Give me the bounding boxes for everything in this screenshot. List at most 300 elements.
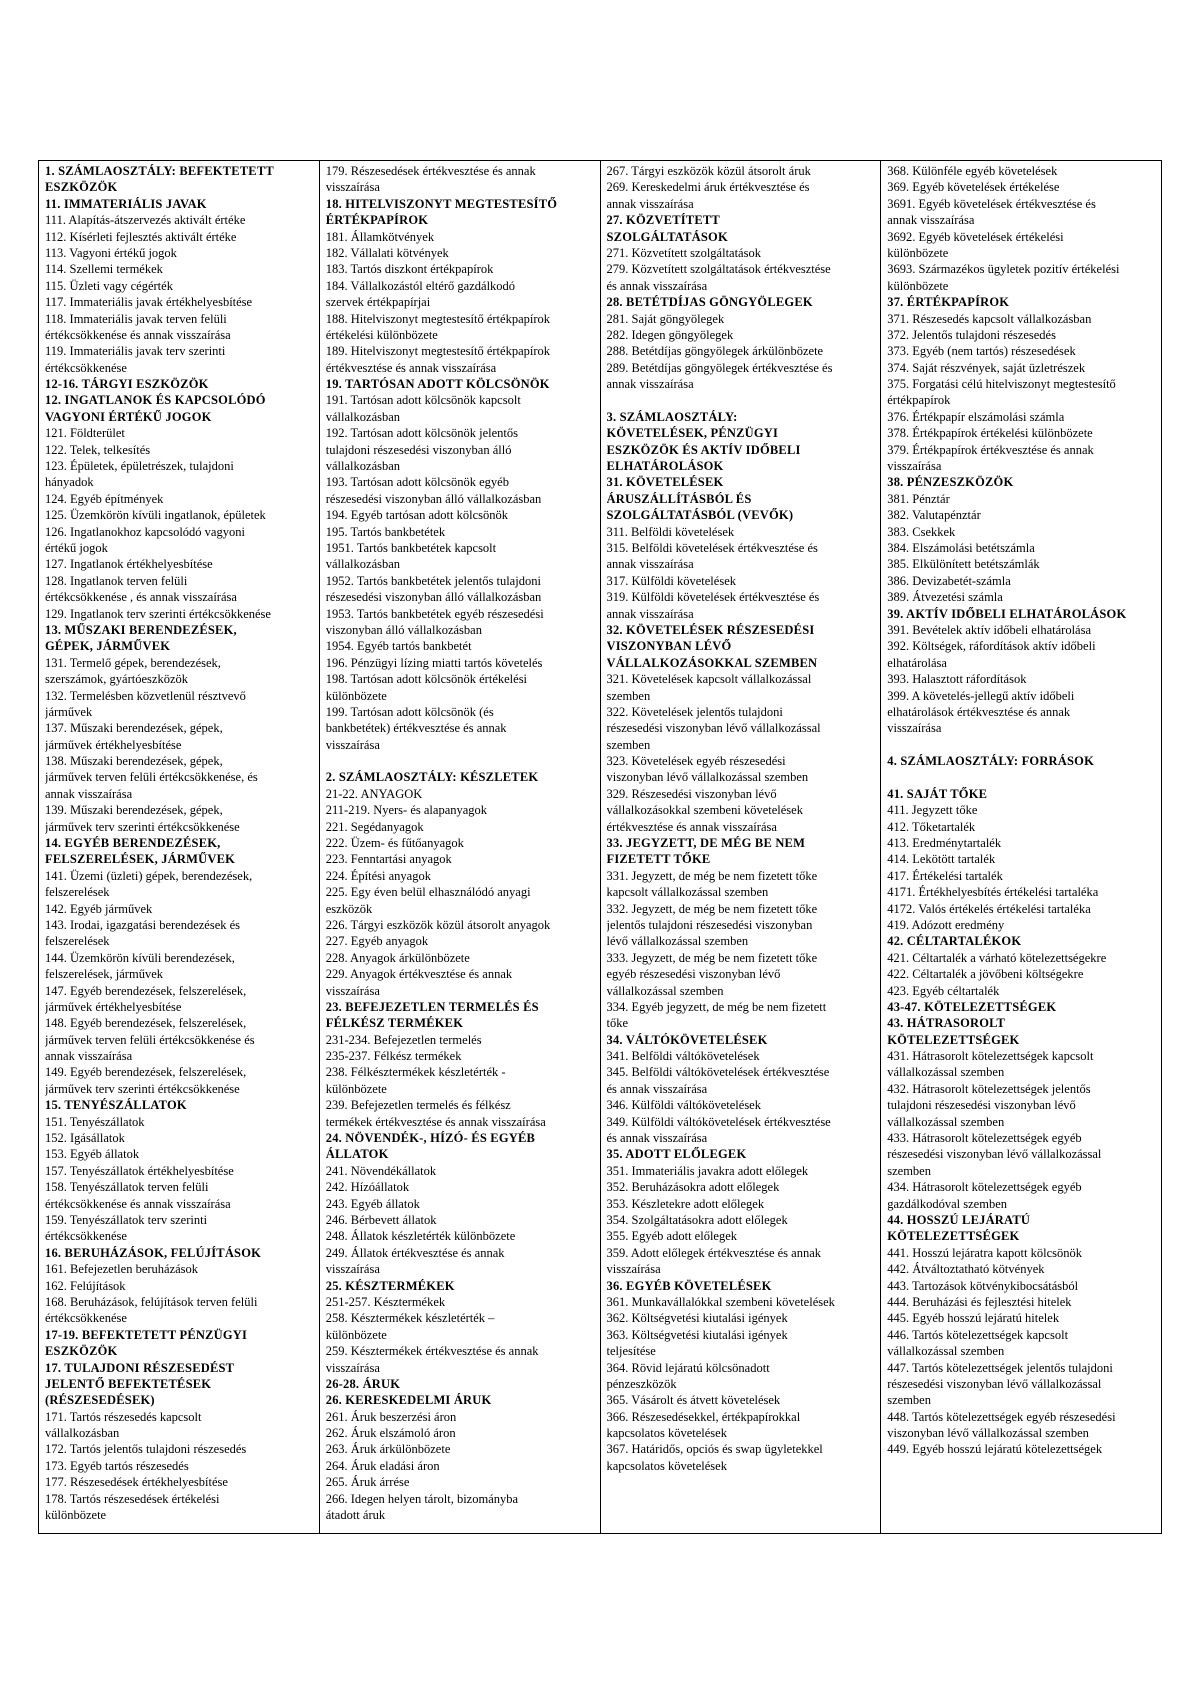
account-line: 361. Munkavállalókkal szembeni követelések [606, 1294, 835, 1309]
section-heading: 28. BETÉTDÍJAS GÖNGYÖLEGEK [606, 295, 813, 310]
section-heading: 1. SZÁMLAOSZTÁLY: BEFEKTETETT [45, 164, 274, 178]
account-line: 364. Rövid lejáratú kölcsönadott [606, 1360, 770, 1375]
account-line: kapcsolatos követelések [606, 1426, 727, 1441]
account-line: visszaírása [325, 1262, 380, 1277]
account-line: 386. Devizabetét-számla [887, 573, 1011, 588]
section-heading: KÖTELEZETTSÉGEK [887, 1032, 1020, 1047]
account-line: és annak visszaírása [606, 1081, 708, 1096]
account-line: részesedési viszonyban lévő vállalkozással [887, 1147, 1102, 1162]
account-line: 362. Költségvetési kiutalási igények [606, 1311, 788, 1326]
account-line: 159. Tenyészállatok terv szerinti [45, 1213, 208, 1227]
account-line: visszaírása [325, 983, 380, 998]
section-heading: 34. VÁLTÓKÖVETELÉSEK [606, 1032, 768, 1047]
account-line: 289. Betétdíjas göngyölegek értékvesztése és [606, 360, 833, 375]
account-line: értékpapírok [887, 393, 951, 408]
account-line: 319. Külföldi követelések értékvesztése és [606, 590, 820, 605]
account-line: felszerelések [45, 934, 110, 949]
table-column-2 [320, 161, 601, 1533]
account-line: járművek terven felüli értékcsökkenése és [45, 1032, 255, 1047]
account-line: értékcsökkenése [45, 1311, 127, 1326]
account-line: 157. Tenyészállatok értékhelyesbítése [45, 1163, 234, 1178]
account-line: 228. Anyagok árkülönbözete [325, 950, 470, 965]
account-line: 242. Hízóállatok [325, 1180, 410, 1195]
account-line: és annak visszaírása [606, 1131, 708, 1146]
section-heading: ÉRTÉKPAPÍROK [325, 213, 429, 228]
account-line: 359. Adott előlegek értékvesztése és annak [606, 1245, 822, 1260]
account-line: 122. Telek, telkesítés [45, 442, 151, 457]
section-heading: 43-47. KÖTELEZETTSÉGEK [887, 999, 1057, 1014]
account-line: visszaírása [606, 1262, 661, 1277]
account-line: annak visszaírása [45, 786, 133, 801]
account-line: járművek értékhelyesbítése [45, 999, 182, 1014]
account-line: 375. Forgatási célú hitelviszonyt megtestesítő [887, 377, 1116, 392]
account-line: 349. Külföldi váltókövetelések értékvesztése [606, 1114, 831, 1129]
account-line: 151. Tenyészállatok [45, 1114, 145, 1129]
account-line: 117. Immateriális javak értékhelyesbítése [45, 295, 253, 310]
account-line: 251-257. Késztermékek [325, 1294, 446, 1309]
account-line: annak visszaírása [606, 606, 694, 621]
account-line: visszaírása [887, 721, 942, 736]
account-line: 173. Egyéb tartós részesedés [45, 1458, 189, 1473]
account-line: 383. Csekkek [887, 524, 956, 539]
section-heading: 24. NÖVENDÉK-, HÍZÓ- ÉS EGYÉB [325, 1131, 536, 1146]
account-line: 431. Hátrasorolt kötelezettségek kapcsolt [887, 1049, 1094, 1064]
account-line: 111. Alapítás-átszervezés aktivált értéke [45, 213, 246, 228]
section-heading: 11. IMMATERIÁLIS JAVAK [45, 196, 207, 211]
account-line: 442. Átváltoztatható kötvények [887, 1262, 1045, 1277]
account-line: 443. Tartozások kötvénykibocsátásból [887, 1278, 1079, 1293]
section-heading: 23. BEFEJEZETLEN TERMELÉS ÉS [325, 999, 539, 1014]
blank-line [326, 753, 596, 769]
account-line: 384. Elszámolási betétszámla [887, 540, 1035, 555]
account-line: 351. Immateriális javakra adott előlegek [606, 1163, 809, 1178]
table-column-4 [881, 161, 1161, 1533]
account-line: járművek [45, 704, 93, 719]
account-line: 121. Földterület [45, 426, 125, 441]
account-line: visszaírása [325, 1360, 380, 1375]
account-line: 1951. Tartós bankbetétek kapcsolt [325, 540, 497, 555]
account-line: 231-234. Befejezetlen termelés [325, 1032, 482, 1047]
account-line: 267. Tárgyi eszközök közül átsorolt áruk [606, 164, 811, 178]
section-heading: GÉPEK, JÁRMŰVEK [45, 639, 171, 654]
account-line: hányadok [45, 475, 94, 490]
account-line: elhatárolások értékvesztése és annak [887, 704, 1071, 719]
account-line: 131. Termelő gépek, berendezések, [45, 655, 221, 670]
account-line: 249. Állatok értékvesztése és annak [325, 1245, 505, 1260]
section-heading: 42. CÉLTARTALÉKOK [887, 934, 1022, 949]
account-line: 126. Ingatlanokhoz kapcsolódó vagyoni [45, 524, 245, 539]
account-line: 441. Hosszú lejáratra kapott kölcsönök [887, 1245, 1082, 1260]
account-line: bankbetétek) értékvesztése és annak [325, 721, 507, 736]
account-line: 143. Irodai, igazgatási berendezések és [45, 917, 241, 932]
account-line: 261. Áruk beszerzési áron [325, 1409, 457, 1424]
account-line: 413. Eredménytartalék [887, 836, 1002, 851]
account-line: 262. Áruk elszámoló áron [325, 1426, 456, 1441]
account-line: 419. Adózott eredmény [887, 917, 1005, 932]
account-line: részesedési viszonyban álló vállalkozásban [325, 491, 542, 506]
section-heading: 27. KÖZVETÍTETT [606, 213, 720, 228]
section-heading: 12. INGATLANOK ÉS KAPCSOLÓDÓ [45, 393, 266, 408]
section-heading: 31. KÖVETELÉSEK [606, 475, 724, 490]
blank-line [887, 769, 1157, 785]
account-line: viszonyban lévő vállalkozással szemben [606, 770, 809, 785]
account-line: eszközök [325, 901, 373, 916]
account-line: teljesítése [606, 1344, 656, 1359]
account-line: jelentős tulajdoni részesedési viszonyban [606, 917, 813, 932]
account-line: 153. Egyéb állatok [45, 1147, 140, 1162]
account-line: 118. Immateriális javak terven felüli [45, 311, 227, 326]
account-line: 189. Hitelviszonyt megtestesítő értékpapírok [325, 344, 551, 359]
account-line: 315. Belföldi követelések értékvesztése és [606, 540, 818, 555]
account-line: értékcsökkenése , és annak visszaírása [45, 590, 237, 605]
account-line: 265. Áruk árrése [325, 1475, 410, 1490]
account-line: 271. Közvetített szolgáltatások [606, 245, 761, 260]
account-line: 181. Államkötvények [325, 229, 435, 244]
section-heading: 26. KERESKEDELMI ÁRUK [325, 1393, 492, 1408]
section-heading: VAGYONI ÉRTÉKŰ JOGOK [45, 409, 212, 424]
account-line: 144. Üzemkörön kívüli berendezések, [45, 950, 235, 965]
account-line: 3693. Származékos ügyletek pozitív értékelési [887, 262, 1120, 277]
account-line: felszerelések [45, 885, 110, 900]
account-line: 368. Különféle egyéb követelések [887, 164, 1058, 178]
account-line: 446. Tartós kötelezettségek kapcsolt [887, 1327, 1069, 1342]
account-line: 4172. Valós értékelés értékelési tartaléka [887, 901, 1091, 916]
account-line: 269. Kereskedelmi áruk értékvesztése és [606, 180, 810, 195]
account-line: 311. Belföldi követelések [606, 524, 735, 539]
account-line: járművek terv szerinti értékcsökkenése [45, 1081, 240, 1096]
account-line: 329. Részesedési viszonyban lévő [606, 786, 777, 801]
account-line: vállalkozásban [325, 409, 401, 424]
account-line: 149. Egyéb berendezések, felszerelések, [45, 1065, 247, 1080]
account-line: 321. Követelések kapcsolt vállalkozással [606, 672, 812, 687]
account-line: 182. Vállalati kötvények [325, 245, 449, 260]
account-line: 365. Vásárolt és átvett követelések [606, 1393, 781, 1408]
account-line: 137. Műszaki berendezések, gépek, [45, 721, 223, 736]
account-line: 393. Halasztott ráfordítások [887, 672, 1027, 687]
account-line: 334. Egyéb jegyzett, de még be nem fizetett [606, 999, 827, 1014]
account-line: 281. Saját göngyölegek [606, 311, 725, 326]
account-line: 192. Tartósan adott kölcsönök jelentős [325, 426, 519, 441]
account-line: annak visszaírása [606, 196, 694, 211]
account-line: 389. Átvezetési számla [887, 590, 1003, 605]
account-line: 259. Késztermékek értékvesztése és annak [325, 1344, 539, 1359]
section-heading: 2. SZÁMLAOSZTÁLY: KÉSZLETEK [325, 770, 539, 785]
account-line: viszonyban álló vállalkozásban [325, 622, 482, 637]
section-heading: 14. EGYÉB BERENDEZÉSEK, [45, 836, 221, 851]
account-line: 317. Külföldi követelések [606, 573, 736, 588]
account-line: 152. Igásállatok [45, 1131, 125, 1146]
account-line: visszaírása [887, 459, 942, 474]
account-line: különbözete [325, 1327, 387, 1342]
account-line: 434. Hátrasorolt kötelezettségek egyéb [887, 1180, 1082, 1195]
account-line: 346. Külföldi váltókövetelések [606, 1098, 761, 1113]
account-line: értékelési különbözete [325, 327, 438, 342]
account-line: 288. Betétdíjas göngyölegek árkülönbözete [606, 344, 824, 359]
section-heading: 44. HOSSZÚ LEJÁRATÚ [887, 1213, 1031, 1227]
account-line: részesedési viszonyban álló vállalkozásban [325, 590, 542, 605]
account-line: 1952. Tartós bankbetétek jelentős tulajdoni [325, 573, 541, 588]
blank-line [887, 737, 1157, 753]
account-line: felszerelések, járművek [45, 967, 163, 982]
account-line: 444. Beruházási és fejlesztési hitelek [887, 1294, 1072, 1309]
account-line: 227. Egyéb anyagok [325, 934, 429, 949]
section-heading: ESZKÖZÖK ÉS AKTÍV IDŐBELI [606, 442, 801, 457]
account-line: 226. Tárgyi eszközök közül átsorolt anyagok [325, 917, 551, 932]
account-line: 399. A követelés-jellegű aktív időbeli [887, 688, 1075, 703]
account-line: 322. Követelések jelentős tulajdoni [606, 704, 783, 719]
account-line: 21-22. ANYAGOK [325, 786, 423, 801]
account-line: 385. Elkülönített betétszámlák [887, 557, 1040, 572]
account-line: 391. Bevételek aktív időbeli elhatárolása [887, 622, 1091, 637]
account-line: 382. Valutapénztár [887, 508, 981, 523]
account-line: 3692. Egyéb követelések értékelési [887, 229, 1064, 244]
account-line: 177. Részesedések értékhelyesbítése [45, 1475, 228, 1490]
section-heading: ESZKÖZÖK [45, 180, 118, 195]
section-heading: 15. TENYÉSZÁLLATOK [45, 1098, 187, 1113]
account-line: 445. Egyéb hosszú lejáratú hitelek [887, 1311, 1060, 1326]
section-heading: FELSZERELÉSEK, JÁRMŰVEK [45, 852, 236, 867]
section-heading: 19. TARTÓSAN ADOTT KÖLCSÖNÖK [325, 377, 550, 392]
account-line: 1954. Egyéb tartós bankbetét [325, 639, 472, 654]
account-line: értékcsökkenése és annak visszaírása [45, 1196, 231, 1211]
account-line: kapcsolt vállalkozással szemben [606, 885, 769, 900]
account-line: részesedési viszonyban lévő vállalkozással [606, 721, 821, 736]
account-line: 239. Befejezetlen termelés és félkész [325, 1098, 511, 1113]
account-line: 378. Értékpapírok értékelési különbözete [887, 426, 1093, 441]
account-line: 172. Tartós jelentős tulajdoni részesedés [45, 1442, 247, 1457]
account-line: különbözete [887, 278, 949, 293]
account-line: 199. Tartósan adott kölcsönök (és [325, 704, 494, 719]
account-line: átadott áruk [325, 1508, 386, 1523]
account-line: 162. Felújítások [45, 1278, 126, 1293]
account-line: szemben [887, 1393, 931, 1408]
section-heading: VISZONYBAN LÉVŐ [606, 639, 732, 654]
account-line: 178. Tartós részesedések értékelési [45, 1491, 220, 1506]
account-line: 125. Üzemkörön kívüli ingatlanok, épületek [45, 508, 266, 523]
account-line: járművek terven felüli értékcsökkenése, és [45, 770, 258, 785]
account-line: 374. Saját részvények, saját üzletrészek [887, 360, 1086, 375]
account-line: 168. Beruházások, felújítások terven felüli [45, 1294, 258, 1309]
section-heading: ÁLLATOK [325, 1147, 389, 1162]
account-line: értékű jogok [45, 540, 108, 555]
account-line: 423. Egyéb céltartalék [887, 983, 1000, 998]
account-line: 222. Üzem- és fűtőanyagok [325, 836, 464, 851]
section-heading: 25. KÉSZTERMÉKEK [325, 1278, 455, 1293]
section-heading: 33. JEGYZETT, DE MÉG BE NEM [606, 836, 806, 851]
account-line: vállalkozással szemben [887, 1114, 1005, 1129]
account-line: 128. Ingatlanok terven felüli [45, 573, 188, 588]
account-line: lévő vállalkozással szemben [606, 934, 749, 949]
account-line: szervek értékpapírjai [325, 295, 431, 310]
account-line: 448. Tartós kötelezettségek egyéb részesedési [887, 1409, 1116, 1424]
account-line: 355. Egyéb adott előlegek [606, 1229, 738, 1244]
section-heading: ELHATÁROLÁSOK [606, 459, 724, 474]
account-line: 139. Műszaki berendezések, gépek, [45, 803, 223, 818]
account-line: 354. Szolgáltatásokra adott előlegek [606, 1213, 788, 1227]
section-heading: 32. KÖVETELÉSEK RÉSZESEDÉSI [606, 622, 815, 637]
section-heading: SZOLGÁLTATÁSBÓL (VEVŐK) [606, 508, 794, 523]
account-line: különbözete [45, 1508, 107, 1523]
account-line: 352. Beruházásokra adott előlegek [606, 1180, 780, 1195]
table-column-3 [601, 161, 882, 1533]
account-line: tulajdoni részesedési viszonyban lévő [887, 1098, 1076, 1113]
section-heading: 38. PÉNZESZKÖZÖK [887, 475, 1014, 490]
account-line: 171. Tartós részesedés kapcsolt [45, 1409, 202, 1424]
account-line: 132. Termelésben közvetlenül résztvevő [45, 688, 246, 703]
account-line: 127. Ingatlanok értékhelyesbítése [45, 557, 213, 572]
account-line: gazdálkodóval szemben [887, 1196, 1007, 1211]
account-line: 371. Részesedés kapcsolt vállalkozásban [887, 311, 1092, 326]
account-line: 422. Céltartalék a jövőbeni költségekre [887, 967, 1084, 982]
account-line: szemben [606, 688, 651, 703]
section-heading: KÖVETELÉSEK, PÉNZÜGYI [606, 426, 779, 441]
account-line: 367. Határidős, opciós és swap ügyletekkel [606, 1442, 823, 1457]
account-line: járművek értékhelyesbítése [45, 737, 182, 752]
section-heading: 35. ADOTT ELŐLEGEK [606, 1147, 747, 1162]
account-line: 221. Segédanyagok [325, 819, 424, 834]
account-line: 363. Költségvetési kiutalási igények [606, 1327, 788, 1342]
account-line: annak visszaírása [606, 557, 694, 572]
account-line: különbözete [325, 688, 387, 703]
account-line: annak visszaírása [887, 213, 975, 228]
section-heading: 4. SZÁMLAOSZTÁLY: FORRÁSOK [887, 754, 1095, 769]
account-line: vállalkozással szemben [887, 1065, 1005, 1080]
account-line: 417. Értékelési tartalék [887, 868, 1003, 883]
section-heading: 17-19. BEFEKTETETT PÉNZÜGYI [45, 1327, 248, 1342]
section-heading: 36. EGYÉB KÖVETELÉSEK [606, 1278, 772, 1293]
account-line: különbözete [325, 1081, 387, 1096]
account-line: 392. Költségek, ráfordítások aktív időbeli [887, 639, 1096, 654]
account-line: tőke [606, 1016, 629, 1031]
account-line: 188. Hitelviszonyt megtestesítő értékpapírok [325, 311, 551, 326]
account-line: 129. Ingatlanok terv szerinti értékcsökkenése [45, 606, 271, 621]
account-line: 411. Jegyzett tőke [887, 803, 978, 818]
account-line: 449. Egyéb hosszú lejáratú kötelezettségek [887, 1442, 1103, 1457]
account-line: 191. Tartósan adott kölcsönök kapcsolt [325, 393, 521, 408]
account-line: és annak visszaírása [606, 278, 708, 293]
account-line: 412. Tőketartalék [887, 819, 976, 834]
account-line: részesedési viszonyban lévő vállalkozással [887, 1376, 1102, 1391]
account-line: 142. Egyéb járművek [45, 901, 153, 916]
account-line: szemben [887, 1163, 931, 1178]
account-line: 141. Üzemi (üzleti) gépek, berendezések, [45, 868, 253, 883]
account-line: viszonyban lévő vállalkozással szemben [887, 1426, 1089, 1441]
account-line: 258. Késztermékek készletérték – [325, 1311, 495, 1326]
account-line: 124. Egyéb építmények [45, 491, 164, 506]
account-line: 193. Tartósan adott kölcsönök egyéb [325, 475, 509, 490]
account-line: kapcsolatos követelések [606, 1458, 727, 1473]
account-line: 4171. Értékhelyesbítés értékelési tartaléka [887, 885, 1099, 900]
section-heading: 16. BERUHÁZÁSOK, FELÚJÍTÁSOK [45, 1245, 262, 1260]
account-line: 147. Egyéb berendezések, felszerelések, [45, 983, 247, 998]
section-heading: ESZKÖZÖK [45, 1344, 118, 1359]
account-line: 183. Tartós diszkont értékpapírok [325, 262, 494, 277]
account-line: értékcsökkenése [45, 360, 127, 375]
account-line: termékek értékvesztése és annak visszaírása [325, 1114, 546, 1129]
account-line: 112. Kísérleti fejlesztés aktivált értéke [45, 229, 237, 244]
account-line: 369. Egyéb követelések értékelése [887, 180, 1060, 195]
account-line: 421. Céltartalék a várható kötelezettségekre [887, 950, 1107, 965]
account-line: 414. Lekötött tartalék [887, 852, 996, 867]
account-line: 184. Vállalkozástól eltérő gazdálkodó [325, 278, 516, 293]
account-line: 194. Egyéb tartósan adott kölcsönök [325, 508, 509, 523]
section-heading: 37. ÉRTÉKPAPÍROK [887, 295, 1010, 310]
account-line: 196. Pénzügyi lízing miatti tartós követelés [325, 655, 543, 670]
account-line: 447. Tartós kötelezettségek jelentős tulajdoni [887, 1360, 1113, 1375]
section-heading: VÁLLALKOZÁSOKKAL SZEMBEN [606, 655, 818, 670]
account-line: 432. Hátrasorolt kötelezettségek jelentős [887, 1081, 1091, 1096]
section-heading: 13. MŰSZAKI BERENDEZÉSEK, [45, 622, 237, 637]
account-line: vállalkozásban [45, 1426, 120, 1441]
account-line: egyéb részesedési viszonyban lévő [606, 967, 781, 982]
account-line: 224. Építési anyagok [325, 868, 431, 883]
account-line: 223. Fenntartási anyagok [325, 852, 452, 867]
account-line: 113. Vagyoni értékű jogok [45, 245, 177, 260]
account-line: 114. Szellemi termékek [45, 262, 163, 277]
account-line: 161. Befejezetlen beruházások [45, 1262, 199, 1277]
account-line: 138. Műszaki berendezések, gépek, [45, 754, 223, 769]
account-line: 115. Üzleti vagy cégérték [45, 278, 173, 293]
section-heading: 17. TULAJDONI RÉSZESEDÉST [45, 1360, 235, 1375]
account-line: 3691. Egyéb követelések értékvesztése és [887, 196, 1096, 211]
account-line: 331. Jegyzett, de még be nem fizetett tőke [606, 868, 818, 883]
account-line: 238. Félkésztermékek készletérték - [325, 1065, 506, 1080]
account-line: 248. Állatok készletérték különbözete [325, 1229, 516, 1244]
account-line: 381. Pénztár [887, 491, 950, 506]
account-line: 123. Épületek, épületrészek, tulajdoni [45, 459, 234, 474]
account-line: 366. Részesedésekkel, értékpapírokkal [606, 1409, 801, 1424]
section-heading: KÖTELEZETTSÉGEK [887, 1229, 1020, 1244]
section-heading: FIZETETT TŐKE [606, 852, 711, 867]
account-line: vállalkozással szemben [887, 1344, 1005, 1359]
section-heading: 39. AKTÍV IDŐBELI ELHATÁROLÁSOK [887, 606, 1127, 621]
account-line: 373. Egyéb (nem tartós) részesedések [887, 344, 1076, 359]
section-heading: 43. HÁTRASOROLT [887, 1016, 1006, 1031]
account-line: 323. Követelések egyéb részesedési [606, 754, 786, 769]
account-line: 341. Belföldi váltókövetelések [606, 1049, 760, 1064]
section-heading: 12-16. TÁRGYI ESZKÖZÖK [45, 377, 209, 392]
account-line: 376. Értékpapír elszámolási számla [887, 409, 1065, 424]
account-line: 266. Idegen helyen tárolt, bizományba [325, 1491, 519, 1506]
account-line: elhatárolása [887, 655, 947, 670]
account-line: járművek terv szerinti értékcsökkenése [45, 819, 240, 834]
account-line: 333. Jegyzett, de még be nem fizetett tőke [606, 950, 818, 965]
account-line: 235-237. Félkész termékek [325, 1049, 462, 1064]
account-line: visszaírása [325, 180, 380, 195]
account-line: visszaírása [325, 737, 380, 752]
account-line: tulajdoni részesedési viszonyban álló [325, 442, 512, 457]
account-line: annak visszaírása [606, 377, 694, 392]
section-heading: SZOLGÁLTATÁSOK [606, 229, 728, 244]
account-line: 279. Közvetített szolgáltatások értékvesztése [606, 262, 831, 277]
account-line: vállalkozással szemben [606, 983, 724, 998]
account-line: pénzeszközök [606, 1376, 677, 1391]
account-line: 198. Tartósan adott kölcsönök értékelési [325, 672, 528, 687]
section-heading: 18. HITELVISZONYT MEGTESTESÍTŐ [325, 196, 558, 211]
account-line: vállalkozásban [325, 459, 401, 474]
account-line: 263. Áruk árkülönbözete [325, 1442, 451, 1457]
section-heading: 3. SZÁMLAOSZTÁLY: [606, 409, 738, 424]
account-line: 433. Hátrasorolt kötelezettségek egyéb [887, 1131, 1082, 1146]
account-line: 229. Anyagok értékvesztése és annak [325, 967, 513, 982]
account-line: 379. Értékpapírok értékvesztése és annak [887, 442, 1094, 457]
account-line: vállalkozásban [325, 557, 401, 572]
account-line: 345. Belföldi váltókövetelések értékvesztése [606, 1065, 830, 1080]
account-line: annak visszaírása [45, 1049, 133, 1064]
section-heading: 26-28. ÁRUK [325, 1376, 401, 1391]
account-line: 372. Jelentős tulajdoni részesedés [887, 327, 1056, 342]
account-line: 243. Egyéb állatok [325, 1196, 420, 1211]
